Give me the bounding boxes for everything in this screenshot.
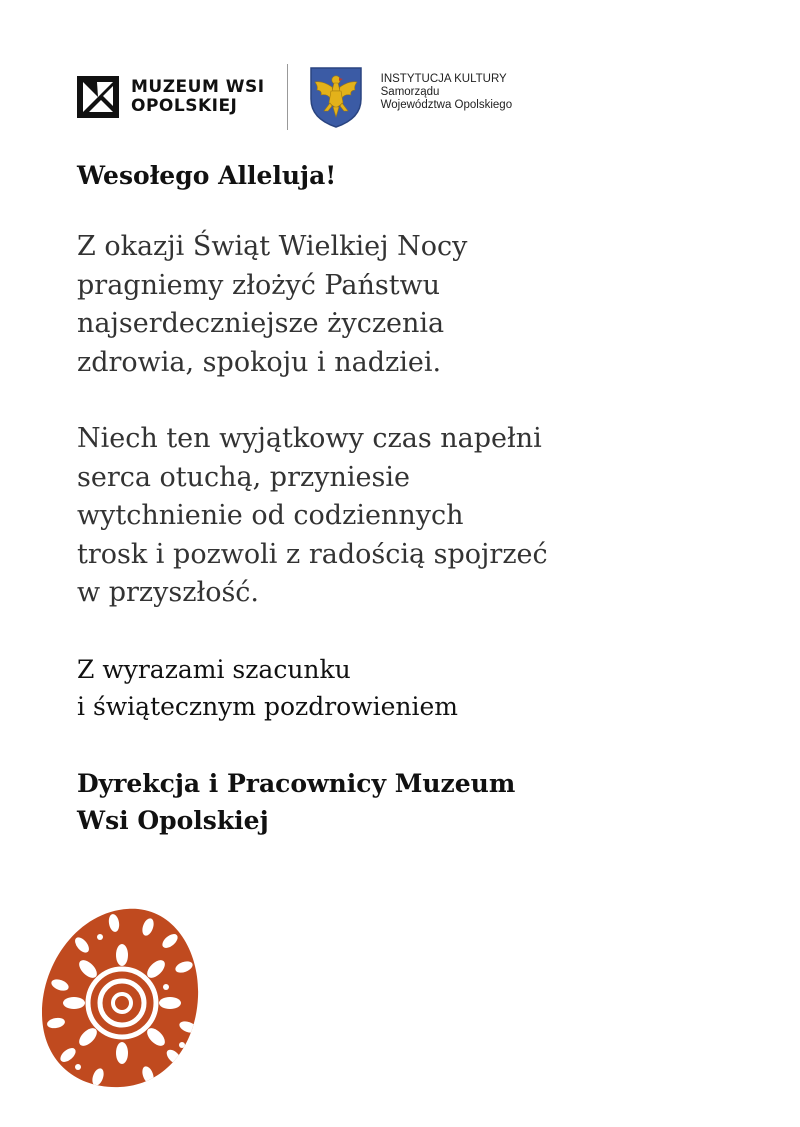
institution-line2: Samorządu (380, 85, 440, 98)
paragraph-line: wytchnienie od codziennych (77, 500, 464, 531)
paragraph-line: w przyszłość. (77, 577, 260, 608)
institution-line1: INSTYTUCJA KULTURY (380, 72, 507, 85)
institution-label (381, 73, 512, 112)
header (77, 62, 512, 132)
paragraph-wishes (77, 228, 717, 382)
paragraph-line: pragniemy złożyć Państwu (77, 269, 441, 301)
paragraph-line: Z okazji Świąt Wielkiej Nocy (77, 231, 468, 262)
paragraph-line: zdrowia, spokoju i nadziei. (77, 346, 442, 378)
museum-mark-icon (77, 76, 119, 118)
signature (77, 765, 717, 839)
greeting-heading: Wesołego Alleluja! (77, 161, 337, 190)
closing-phrase (77, 651, 717, 725)
letter-body (77, 158, 717, 839)
header-divider (287, 64, 288, 130)
paragraph-hope (77, 420, 717, 613)
signature-line: Dyrekcja i Pracownicy Muzeum (77, 768, 516, 798)
opole-eagle-crest-icon (308, 65, 364, 129)
museum-name-line2: OPOLSKIEJ (131, 96, 238, 116)
paragraph-line: trosk i pozwoli z radością spojrzeć (77, 538, 548, 570)
closing-line: Z wyrazami szacunku (77, 654, 351, 684)
museum-name (131, 78, 265, 116)
signature-line: Wsi Opolskiej (77, 805, 269, 835)
paragraph-line: najserdeczniejsze życzenia (77, 308, 445, 339)
closing-line: i świątecznym pozdrowieniem (77, 691, 458, 721)
museum-logo[interactable] (77, 76, 265, 118)
easter-egg-icon (38, 905, 202, 1091)
museum-name-line1: MUZEUM WSI (131, 77, 265, 97)
paragraph-line: Niech ten wyjątkowy czas napełni (77, 423, 542, 454)
institution-line3: Województwa Opolskiego (380, 98, 513, 111)
paragraph-line: serca otuchą, przyniesie (77, 461, 410, 493)
